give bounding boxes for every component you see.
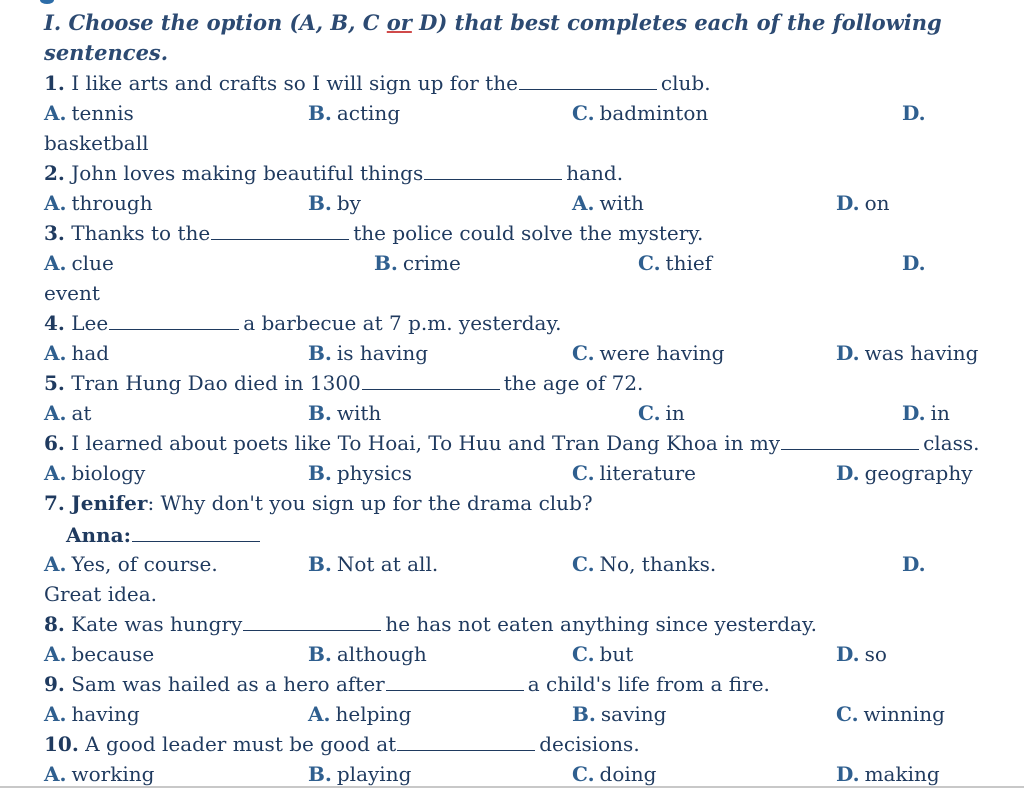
option[interactable]: B. acting [308,101,401,125]
question-4 [44,308,561,338]
option[interactable]: C. literature [572,461,696,485]
question-text: A good leader must be good at [85,732,397,756]
option[interactable]: A. at [44,401,92,425]
question-number: 2. [44,161,65,185]
question-7-reply: Anna: [66,520,264,550]
question-text: Tran Hung Dao died in 1300 [71,371,361,395]
option[interactable]: A. clue [44,251,114,275]
speaker-name: Jenifer [71,491,148,515]
answer-blank[interactable] [243,612,381,631]
heading-text-1: I. Choose the option (A, B, C [44,10,387,35]
question-number: 6. [44,431,65,455]
question-text: I like arts and crafts so I will sign up for the [71,71,518,95]
question-text-end: the age of 72. [503,371,644,395]
answer-blank[interactable] [386,672,524,691]
option-wrap[interactable]: basketball [44,131,149,155]
question-text-end: hand. [566,161,624,185]
option[interactable]: C. doing [572,762,657,786]
option[interactable]: B. with [308,401,382,425]
option[interactable]: D. making [836,762,940,786]
answer-blank[interactable] [519,71,657,90]
option-wrap[interactable]: Great idea. [44,582,158,606]
question-number: 7. [44,491,65,515]
option[interactable]: A. having [44,702,140,726]
option[interactable]: A. had [44,341,110,365]
answer-blank[interactable] [781,431,919,450]
answer-blank[interactable] [362,371,500,390]
question-text-end: club. [660,71,711,95]
option[interactable]: C. in [638,401,685,425]
question-number: 5. [44,371,65,395]
option[interactable]: A. working [44,762,155,786]
question-text-end: class. [923,431,980,455]
question-number: 1. [44,71,65,95]
option[interactable]: D. [902,251,926,275]
question-text: : Why don't you sign up for the drama club? [147,491,593,515]
option[interactable]: B. although [308,642,427,666]
option[interactable]: B. Not at all. [308,552,439,576]
question-text-end: he has not eaten anything since yesterday. [385,612,817,636]
option[interactable]: D. so [836,642,887,666]
question-8 [44,609,817,639]
question-3 [44,218,703,248]
heading-or: or [386,10,412,35]
option[interactable]: B. is having [308,341,429,365]
option[interactable]: A. through [44,191,153,215]
question-number: 3. [44,221,65,245]
question-text: Sam was hailed as a hero after [71,672,385,696]
question-number: 9. [44,672,65,696]
question-number: 4. [44,311,65,335]
question-text-end: decisions. [539,732,640,756]
question-text: Thanks to the [71,221,211,245]
option[interactable]: D. on [836,191,890,215]
question-2 [44,158,623,188]
option[interactable]: C. were having [572,341,725,365]
option[interactable]: D. in [902,401,950,425]
option[interactable]: C. No, thanks. [572,552,717,576]
option[interactable]: A. Yes, of course. [44,552,218,576]
option[interactable]: A. with [572,191,644,215]
option[interactable]: A. helping [308,702,412,726]
question-7 [44,488,593,518]
option[interactable]: A. tennis [44,101,134,125]
option[interactable]: B. by [308,191,361,215]
option[interactable]: D. [902,101,926,125]
question-text-end: a child's life from a fire. [527,672,770,696]
question-text: Kate was hungry [71,612,243,636]
answer-blank[interactable] [132,523,260,542]
option[interactable]: C. winning [836,702,945,726]
option[interactable]: A. biology [44,461,146,485]
option[interactable]: D. was having [836,341,979,365]
question-1 [44,68,711,98]
answer-blank[interactable] [211,221,349,240]
question-text-end: the police could solve the mystery. [353,221,704,245]
speaker-name: Anna [66,523,124,547]
answer-blank[interactable] [397,732,535,751]
option[interactable]: C. badminton [572,101,709,125]
option[interactable]: C. but [572,642,634,666]
option-wrap[interactable]: event [44,281,100,305]
question-text: I learned about poets like To Hoai, To Huu and Tran Dang Khoa in my [71,431,781,455]
question-text-end: a barbecue at 7 p.m. yesterday. [243,311,562,335]
question-5 [44,368,643,398]
answer-blank[interactable] [109,311,239,330]
question-6 [44,428,980,458]
option[interactable]: D. geography [836,461,973,485]
question-text: Lee [71,311,109,335]
answer-blank[interactable] [424,161,562,180]
option[interactable]: C. thief [638,251,713,275]
heading-text-2: D) that best completes each of the following [411,10,942,35]
option[interactable]: B. crime [374,251,461,275]
option[interactable]: D. [902,552,926,576]
question-number: 10. [44,732,79,756]
option[interactable]: B. playing [308,762,412,786]
option[interactable]: B. physics [308,461,412,485]
option[interactable]: A. because [44,642,155,666]
question-10 [44,729,640,759]
question-text: John loves making beautiful things [71,161,424,185]
question-number: 8. [44,612,65,636]
option[interactable]: B. saving [572,702,667,726]
instruction-heading-2: sentences. [44,40,169,65]
page-bottom-divider [0,786,1024,788]
instruction-heading [44,8,942,38]
question-9 [44,669,770,699]
